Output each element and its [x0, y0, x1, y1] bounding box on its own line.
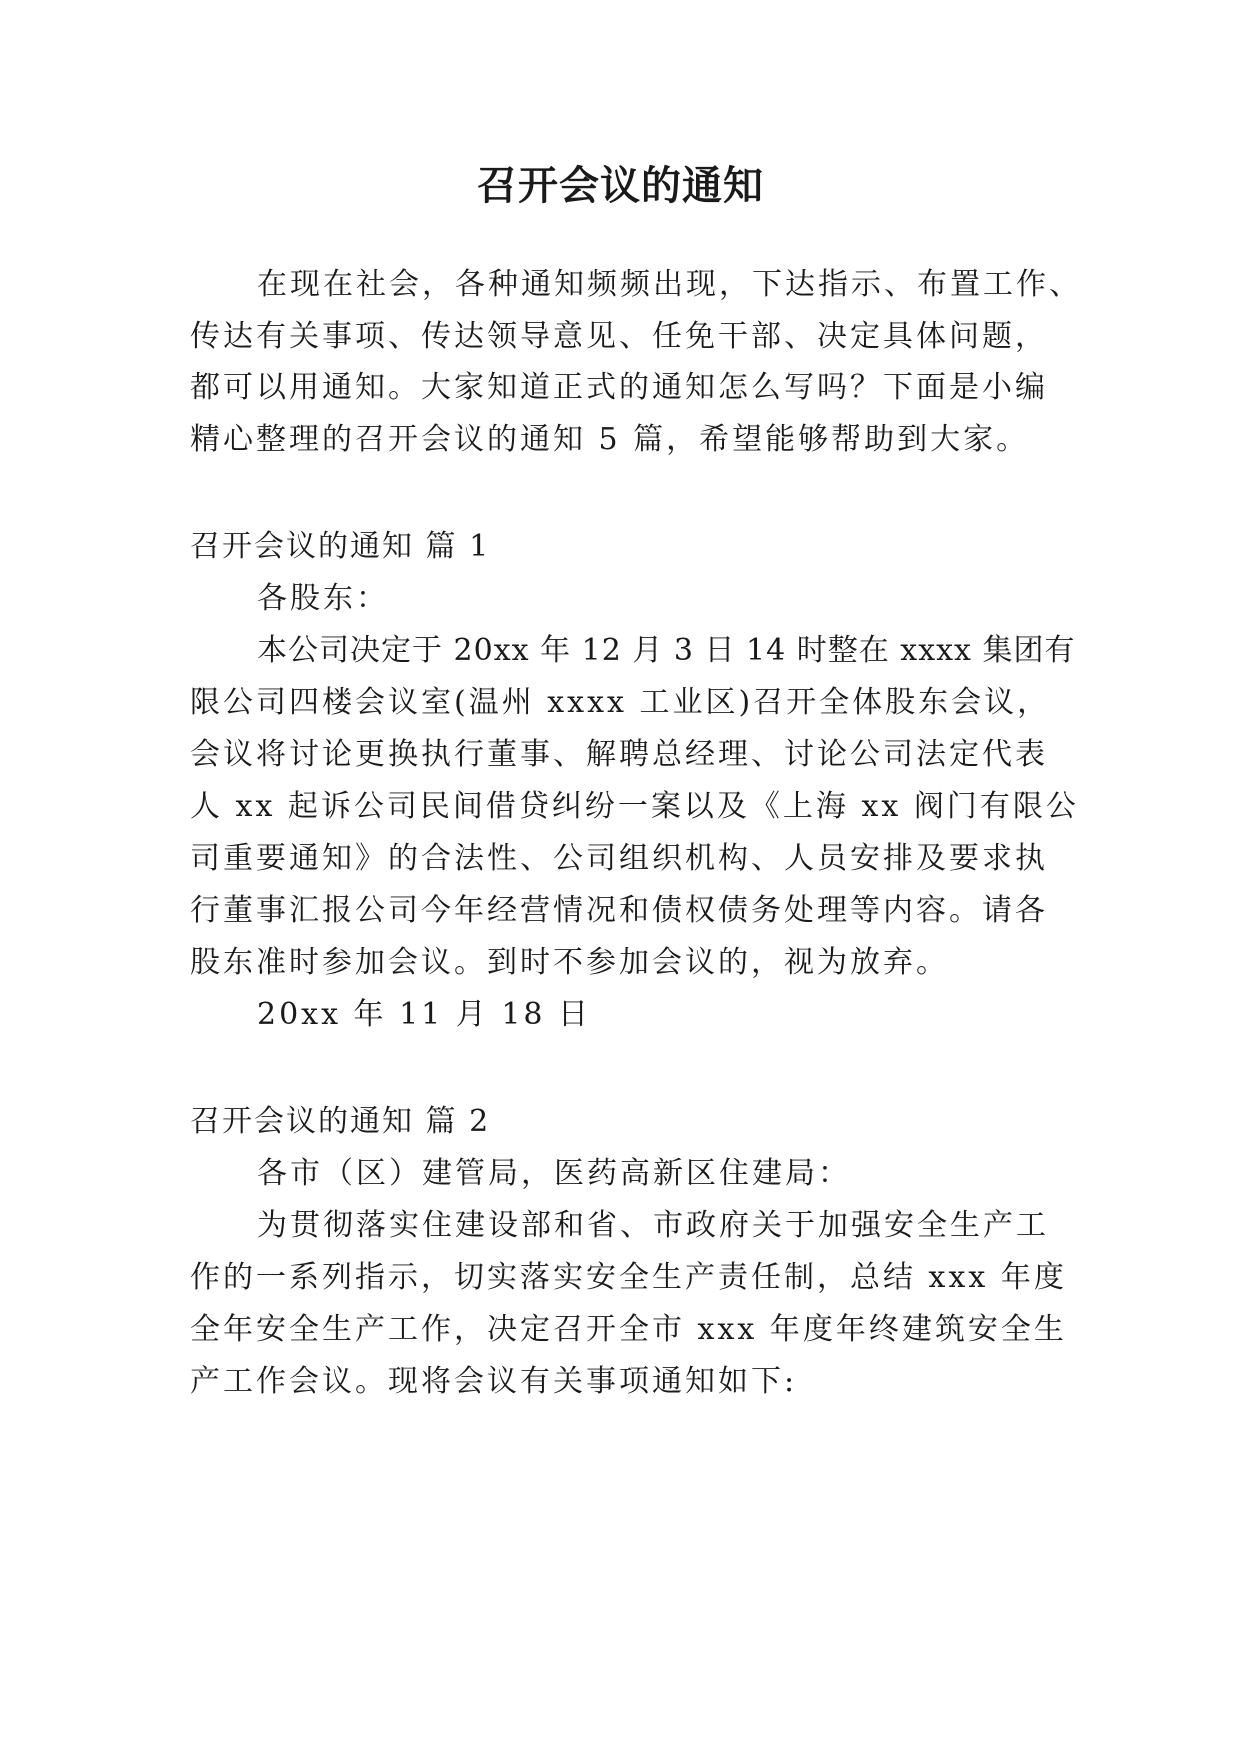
salutation: 各股东： [257, 581, 389, 616]
body-line: 人 xx 起诉公司民间借贷纠纷一案以及《上海 xx 阀门有限公 [190, 789, 1079, 824]
body-line: 行董事汇报公司今年经营情况和债权债务处理等内容。请各 [190, 893, 1048, 928]
body-line: 作的一系列指示，切实落实安全生产责任制，总结 xxx 年度 [190, 1260, 1067, 1295]
page-title: 召开会议的通知 [477, 162, 764, 209]
body-line: 为贯彻落实住建设部和省、市政府关于加强安全生产工 [257, 1208, 1049, 1243]
body-line: 本公司决定于 20xx 年 12 月 3 日 14 时整在 xxxx 集团有 [257, 633, 1076, 668]
body-line: 股东准时参加会议。到时不参加会议的，视为放弃。 [190, 945, 949, 980]
notice-date: 20xx 年 11 月 18 日 [257, 997, 592, 1032]
body-line: 司重要通知》的合法性、公司组织机构、人员安排及要求执 [190, 841, 1048, 876]
section-heading: 召开会议的通知 篇 1 [190, 529, 491, 564]
section-heading: 召开会议的通知 篇 2 [190, 1104, 491, 1139]
body-line: 限公司四楼会议室(温州 xxxx 工业区)召开全体股东会议， [190, 685, 1051, 720]
body-line: 产工作会议。现将会议有关事项通知如下: [190, 1364, 798, 1399]
intro-line: 在现在社会，各种通知频频出现，下达指示、布置工作、 [257, 267, 1082, 302]
intro-line: 传达有关事项、传达领导意见、任免干部、决定具体问题， [190, 319, 1048, 354]
intro-line: 都可以用通知。大家知道正式的通知怎么写吗？下面是小编 [190, 370, 1048, 405]
body-line: 会议将讨论更换执行董事、解聘总经理、讨论公司法定代表 [190, 737, 1048, 772]
salutation: 各市（区）建管局，医药高新区住建局： [257, 1156, 851, 1191]
body-line: 全年安全生产工作，决定召开全市 xxx 年度年终建筑安全生 [190, 1312, 1067, 1347]
intro-line: 精心整理的召开会议的通知 5 篇，希望能够帮助到大家。 [190, 422, 1030, 457]
